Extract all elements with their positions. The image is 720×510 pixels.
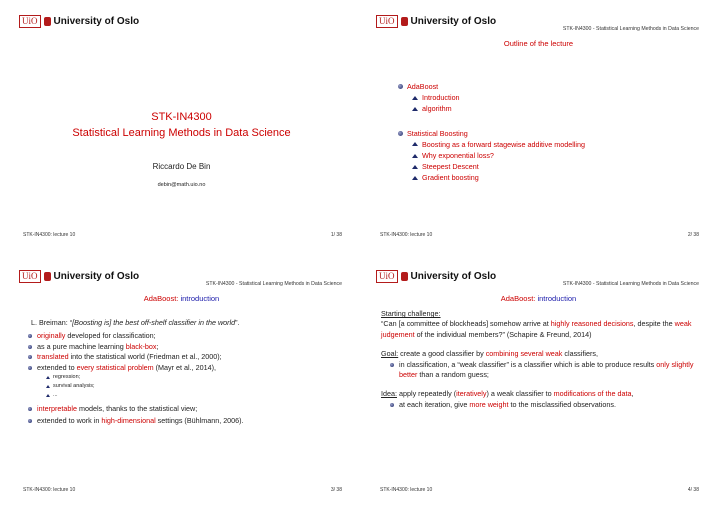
page-number: 4/ 38	[687, 487, 699, 493]
frame-title-section: AdaBoost:	[500, 294, 538, 303]
footer-label: STK-IN4300: lecture 10	[380, 232, 433, 238]
frame-title	[366, 294, 711, 303]
university-logo	[376, 270, 496, 283]
university-name: University of Oslo	[53, 16, 140, 27]
outline-subsection[interactable]	[412, 139, 585, 150]
slide-4	[366, 262, 711, 502]
frame-title-subsection: introduction	[537, 294, 577, 303]
ball-bullet-icon	[398, 131, 403, 136]
outline-subsection-label: Gradient boosting	[422, 173, 479, 183]
seal-icon	[44, 272, 51, 281]
frame-title: Outline of the lecture	[503, 39, 574, 48]
outline-subsection-label: Steepest Descent	[422, 162, 479, 172]
idea-paragraph: Idea: apply repeatedly (iteratively) a weak classifier to modifications of the data,	[381, 389, 634, 399]
page-number: 1/ 38	[330, 232, 342, 238]
triangle-bullet-icon	[412, 142, 418, 146]
sub-list-item: ...	[45, 391, 345, 400]
uio-logo-mark: UiO	[376, 270, 398, 283]
seal-icon	[44, 17, 51, 26]
goal-paragraph: Goal: create a good classifier by combining several weak classifiers,	[381, 349, 598, 359]
outline-subsection[interactable]	[412, 103, 585, 114]
course-name-title: Statistical Learning Methods in Data Science	[72, 127, 291, 139]
page-number: 3/ 38	[330, 487, 342, 493]
outline-subsection-label: Why exponential loss?	[422, 151, 494, 161]
outline-subsection-label: algorithm	[422, 104, 452, 114]
frame-title-subsection: introduction	[180, 294, 220, 303]
sub-list-item: survival analysis;	[45, 382, 345, 391]
list-item: interpretable models, thanks to the statistical view;	[27, 404, 345, 414]
outline-subsection[interactable]	[412, 161, 585, 172]
bullet-list	[389, 400, 703, 410]
list-item: extended to work in high-dimensional settings (Bühlmann, 2006).	[27, 416, 287, 426]
triangle-bullet-icon	[412, 165, 418, 169]
challenge-heading: Starting challenge:	[381, 309, 441, 318]
slide-1	[9, 7, 354, 247]
sub-list-item: regression;	[45, 373, 345, 382]
seal-icon	[401, 272, 408, 281]
university-logo	[376, 15, 496, 28]
outline-subsection[interactable]	[412, 172, 585, 183]
university-name: University of Oslo	[410, 16, 497, 27]
university-logo	[19, 15, 139, 28]
outline-section-label: Statistical Boosting	[407, 128, 468, 138]
outline-subsection-label: Introduction	[422, 93, 460, 103]
running-header: STK-IN4300 - Statistical Learning Methods in Data Science	[562, 281, 699, 287]
uio-logo-mark: UiO	[19, 15, 41, 28]
triangle-bullet-icon	[412, 96, 418, 100]
triangle-bullet-icon	[412, 107, 418, 111]
slide-2	[366, 7, 711, 247]
list-item: in classification, a “weak classifier” is a classifier which is able to produce results only slightly better than a random guess;	[389, 360, 703, 381]
university-name: University of Oslo	[410, 271, 497, 282]
triangle-bullet-icon	[412, 176, 418, 180]
email: debin@math.uio.no	[157, 182, 206, 188]
list-item: at each iteration, give more weight to the misclassified observations.	[389, 400, 703, 410]
footer-label: STK-IN4300: lecture 10	[380, 487, 433, 493]
list-item: as a pure machine learning black-box;	[27, 342, 345, 352]
seal-icon	[401, 17, 408, 26]
list-item: extended to every statistical problem (Mayr et al., 2014), regression; survival analysis; ...	[27, 363, 345, 400]
outline-section-label: AdaBoost	[407, 82, 439, 91]
footer-label: STK-IN4300: lecture 10	[23, 487, 76, 493]
uio-logo-mark: UiO	[19, 270, 41, 283]
university-name: University of Oslo	[53, 271, 140, 282]
outline	[398, 81, 585, 184]
outline-subsection[interactable]	[412, 150, 585, 161]
outline-section[interactable]	[398, 81, 585, 92]
list-item: originally developed for classification;	[27, 331, 345, 341]
ball-bullet-icon	[398, 84, 403, 89]
frame-title	[9, 294, 354, 303]
footer-label: STK-IN4300: lecture 10	[23, 232, 76, 238]
challenge-quote: “Can [a committee of blockheads] somehow arrive at highly reasoned decisions, despite the weak judgement of the individual members?” (Schapire & Freund, 2014)	[381, 319, 692, 339]
bullet-list	[27, 331, 345, 426]
triangle-bullet-icon	[412, 154, 418, 158]
outline-subsection[interactable]	[412, 92, 585, 103]
frame-title-section: AdaBoost:	[143, 294, 181, 303]
running-header: STK-IN4300 - Statistical Learning Methods in Data Science	[205, 281, 342, 287]
breiman-quote: L. Breiman: “[Boosting is] the best off-shelf classifier in the world”.	[31, 318, 240, 327]
sub-list	[45, 373, 345, 400]
outline-subsection-label: Boosting as a forward stagewise additive modelling	[422, 139, 586, 149]
bullet-list	[389, 360, 703, 381]
slide-body	[27, 318, 345, 427]
uio-logo-mark: UiO	[376, 15, 398, 28]
author: Riccardo De Bin	[152, 162, 211, 171]
running-header: STK-IN4300 - Statistical Learning Methods in Data Science	[562, 26, 699, 32]
page-number: 2/ 38	[687, 232, 699, 238]
outline-section[interactable]	[398, 128, 585, 139]
slide-body	[381, 309, 703, 410]
university-logo	[19, 270, 139, 283]
list-item: translated into the statistical world (Friedman et al., 2000);	[27, 352, 345, 362]
course-code-title: STK-IN4300	[151, 111, 212, 123]
slide-3	[9, 262, 354, 502]
